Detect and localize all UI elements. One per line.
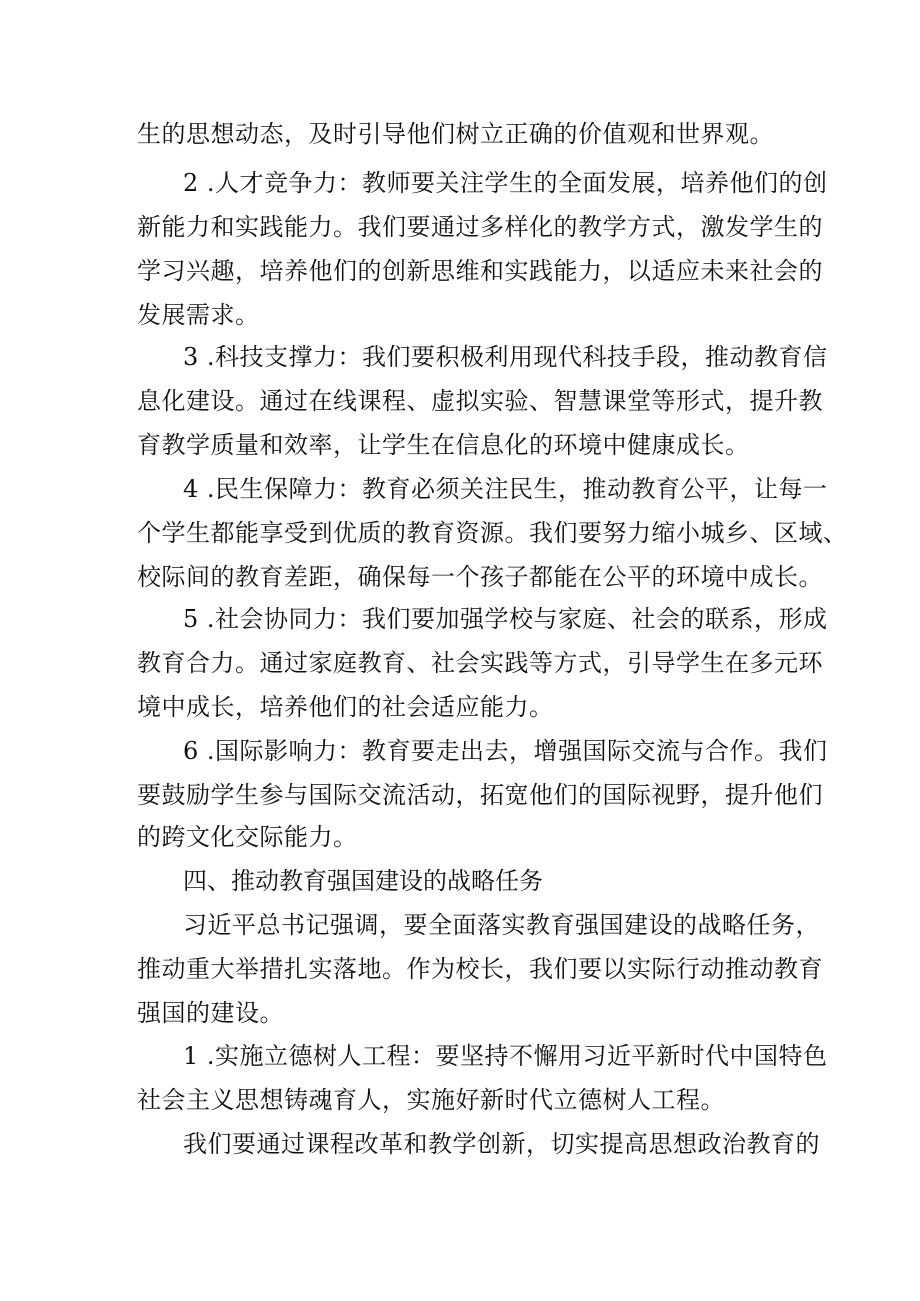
paragraph-line: 6 .国际影响力：教育要走出去，增强国际交流与合作。我们 xyxy=(183,737,828,765)
paragraph-line: 3 .科技支撑力：我们要积极利用现代科技手段，推动教育信 xyxy=(183,343,828,371)
paragraph-line: 新能力和实践能力。我们要通过多样化的教学方式，激发学生的 xyxy=(137,213,823,241)
section-heading: 四、推动教育强国建设的战略任务 xyxy=(183,867,543,895)
paragraph-line: 的跨文化交际能力。 xyxy=(137,823,358,851)
paragraph-line: 校际间的教育差距，确保每一个孩子都能在公平的环境中成长。 xyxy=(137,563,823,591)
paragraph-line: 个学生都能享受到优质的教育资源。我们要努力缩小城乡、区域、 xyxy=(137,519,848,547)
paragraph-line: 生的思想动态，及时引导他们树立正确的价值观和世界观。 xyxy=(137,120,774,148)
paragraph-line: 强国的建设。 xyxy=(137,999,284,1027)
paragraph-line: 5 .社会协同力：我们要加强学校与家庭、社会的联系，形成 xyxy=(183,605,828,633)
paragraph-line: 境中成长，培养他们的社会适应能力。 xyxy=(137,693,554,721)
paragraph-line: 推动重大举措扎实落地。作为校长，我们要以实际行动推动教育 xyxy=(137,955,823,983)
paragraph-line: 我们要通过课程改革和教学创新，切实提高思想政治教育的 xyxy=(183,1130,820,1158)
paragraph-line: 4 .民生保障力：教育必须关注民生，推动教育公平，让每一 xyxy=(183,475,828,503)
paragraph-line: 1 .实施立德树人工程：要坚持不懈用习近平新时代中国特色 xyxy=(183,1042,828,1070)
paragraph-line: 2 .人才竞争力：教师要关注学生的全面发展，培养他们的创 xyxy=(183,169,828,197)
paragraph-line: 发展需求。 xyxy=(137,301,260,329)
paragraph-line: 习近平总书记强调，要全面落实教育强国建设的战略任务， xyxy=(183,911,820,939)
paragraph-line: 要鼓励学生参与国际交流活动，拓宽他们的国际视野，提升他们 xyxy=(137,781,823,809)
paragraph-line: 息化建设。通过在线课程、虚拟实验、智慧课堂等形式，提升教 xyxy=(137,387,823,415)
paragraph-line: 学习兴趣，培养他们的创新思维和实践能力，以适应未来社会的 xyxy=(137,257,823,285)
paragraph-line: 育教学质量和效率，让学生在信息化的环境中健康成长。 xyxy=(137,431,750,459)
paragraph-line: 教育合力。通过家庭教育、社会实践等方式，引导学生在多元环 xyxy=(137,649,823,677)
paragraph-line: 社会主义思想铸魂育人，实施好新时代立德树人工程。 xyxy=(137,1086,725,1114)
